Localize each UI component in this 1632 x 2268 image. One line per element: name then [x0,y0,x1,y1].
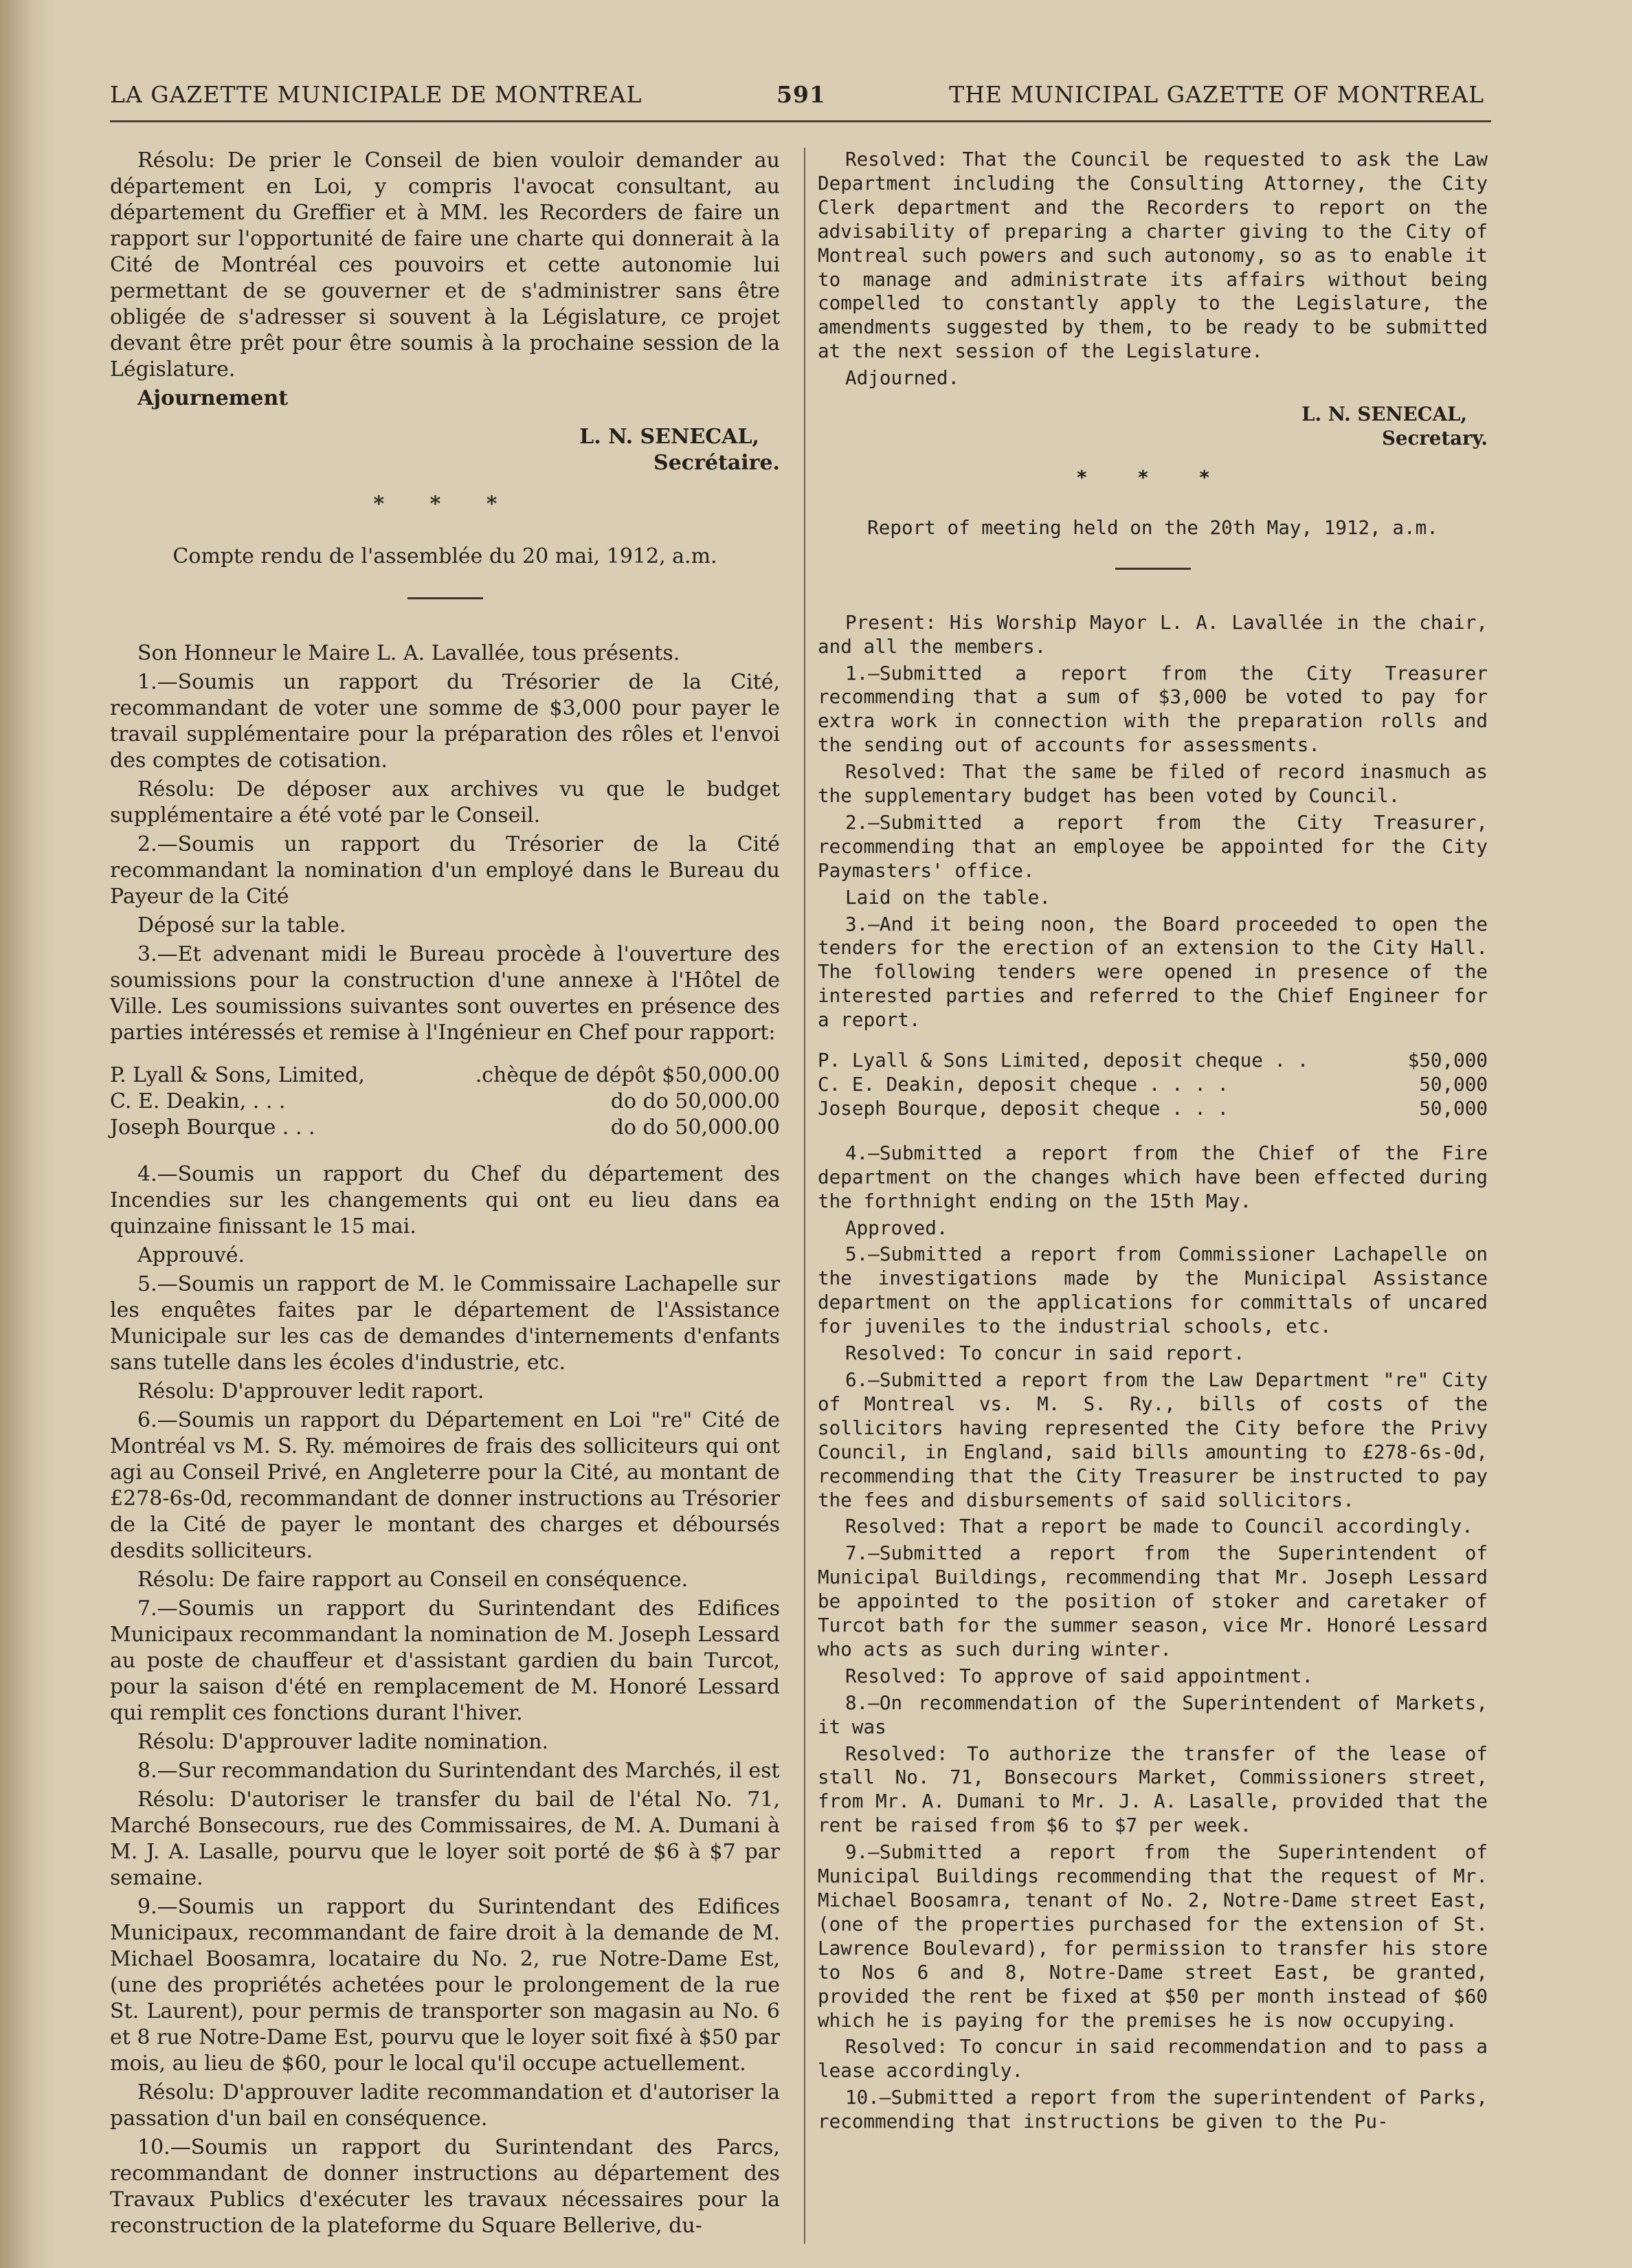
paragraph: 2.—Submitted a report from the City Treasurer, recommending that an employee be appointed for the City Paymasters' office. [818,810,1488,882]
report-title: Compte rendu de l'assemblée du 20 mai, 1912, a.m. [172,544,717,568]
paragraph: 5.—Submitted a report from Commissioner Lachapelle on the investigations made by the Municipal Assistance department on the applications for committals of uncared for juveniles to the industrial schools, etc. [818,1243,1488,1338]
tender-name: C. E. Deakin, . . . [110,1089,286,1113]
header-rule [110,120,1491,122]
paragraph: Resolved: That a report be made to Council accordingly. [845,1515,1473,1538]
tender-deposit: 50,000 [1419,1096,1488,1120]
paragraph: 8.—Sur recommandation du Surintendant des Marchés, il est [137,1759,780,1783]
short-rule [1115,568,1191,570]
paragraph: 1.—Submitted a report from the City Treasurer recommending that a sum of $3,000 be voted to pay for extra work in connection with the preparation rolls and the sending out of accounts for assessments. [818,661,1488,757]
tender-deposit: $50,000 [1407,1049,1488,1072]
tender-name: P. Lyall & Sons, Limited, [110,1063,365,1087]
paragraph: Résolu: D'approuver ledit raport. [137,1379,484,1403]
paragraph: Resolved: That the Council be requested to ask the Law Department including the Consulting Attorney, the City Clerk department and the Recorders to report on the advisability of preparing a charter giving to the City of Montreal such powers and such autonomy, so as to enable it to manage and administrate its affairs without being compelled to constantly apply to the Legislature, the amendments suggested by them, to be ready to be submitted at the next session of the Legislature. [818,148,1488,363]
section-separator: * * * [1075,465,1230,489]
tender-row [818,1073,1488,1097]
paragraph: Laid on the table. [845,885,1051,909]
paragraph: Approuvé. [137,1243,245,1267]
paragraph: 3.—Et advenant midi le Bureau procède à l'ouverture des soumissions pour la construction d'une annexe à l'Hôtel de Ville. Les soumissions suivantes sont ouvertes en présence des parties intéressés et remise à l'Ingénieur en Chef pour rapport: [110,942,780,1045]
page-binding-edge [0,0,55,2268]
page-header [110,81,1484,122]
paragraph: 3.—And it being noon, the Board proceeded to open the tenders for the erection of an extension to the City Hall. The following tenders were opened in presence of the interested parties and referred to the Chief Engineer for a report. [818,912,1488,1032]
paragraph: 6.—Submitted a report from the Law Department "re" City of Montreal vs. M. S. Ry., bills of costs of the sollicitors having represented the City before the Privy Council, in England, said bills amounting to £278-6s-0d, recommending that the City Treasurer be instructed to pay the fees and disbursements of said sollicitors. [818,1368,1488,1511]
adjourned-label: Adjourned. [845,366,960,390]
page-number: 591 [776,81,826,108]
tender-row [110,1089,780,1115]
tender-name: Joseph Bourque, deposit cheque . . . [818,1096,1229,1120]
signature-role: Secrétaire. [653,451,780,475]
paragraph: Approved. [845,1216,948,1239]
paragraph: Résolu: De faire rapport au Conseil en conséquence. [137,1568,689,1592]
tender-deposit: do do 50,000.00 [610,1115,780,1139]
paragraph: 8.—On recommendation of the Superintendent of Markets, it was [818,1691,1488,1738]
paragraph: Résolu: D'approuver ladite nomination. [137,1730,549,1754]
tender-deposit: do do 50,000.00 [610,1089,780,1113]
paragraph: 7.—Submitted a report from the Superintendent of Municipal Buildings, recommending that Mr. Joseph Lessard be appointed to the position of stoker and caretaker of Turcot bath for the summer season, vice Mr. Honoré Lessard who acts as such during winter. [818,1542,1488,1660]
header-english-title: THE MUNICIPAL GAZETTE OF MONTREAL [949,81,1484,108]
paragraph: 10.—Soumis un rapport du Surintendant des Parcs, recommandant de donner instructions au département des Travaux Publics d'exécuter les travaux nécessaires pour la reconstruction de la plateforme du Square Bellerive, du- [110,2135,780,2238]
tender-row [110,1063,780,1089]
signature-name: L. N. SENECAL, [1301,403,1467,426]
tender-name: P. Lyall & Sons Limited, deposit cheque . . [818,1049,1309,1072]
column-divider [804,148,805,2244]
tenders-list [818,1049,1488,1121]
paragraph: Résolu: D'autoriser le transfer du bail de l'étal No. 71, Marché Bonsecours, rue des Commissaires, de M. A. Dumani à M. J. A. Lasalle, pourvu que le loyer soit porté de $6 à $7 par semaine. [110,1788,780,1890]
tender-name: Joseph Bourque . . . [110,1115,315,1139]
paragraph: Résolu: De prier le Conseil de bien vouloir demander au département en Loi, y compris l'avocat consultant, au département du Greffier et à MM. les Recorders de faire un rapport sur l'opportunité de faire une charte qui donnerait à la Cité de Montréal ces pouvoirs et cette autonomie lui permettant de se gouverner et de s'administrer sans être obligée de s'adresser si souvent à la Législature, ce projet devant être prêt pour être soumis à la prochaine session de la Législature. [110,148,780,381]
paragraph: 9.—Soumis un rapport du Surintendant des Edifices Municipaux, recommandant de faire droit à la demande de M. Michael Boosamra, locataire du No. 2, rue Notre-Dame Est, (une des propriétés achetées pour le prolongement de la rue St. Laurent), pour permis de transporter son magasin au No. 6 et 8 rue Notre-Dame Est, pourvu que le loyer soit fixé à $50 par mois, au lieu de $60, pour le local qu'il occupe actuellement. [110,1895,780,2076]
tender-name: C. E. Deakin, deposit cheque . . . . [818,1073,1229,1096]
short-rule [407,597,483,599]
paragraph: 2.—Soumis un rapport du Trésorier de la Cité recommandant la nomination d'un employé dans le Bureau du Payeur de la Cité [110,832,780,909]
report-title: Report of meeting held on the 20th May, 1912, a.m. [867,515,1438,539]
tender-row [110,1115,780,1141]
paragraph: Resolved: To approve of said appointment. [845,1664,1314,1687]
paragraph: 4.—Soumis un rapport du Chef du département des Incendies sur les changements qui ont eu lieu dans ea quinzaine finissant le 15 mai. [110,1162,780,1238]
tenders-list [110,1063,780,1141]
paragraph: 5.—Soumis un rapport de M. le Commissaire Lachapelle sur les enquêtes faites par le département de l'Assistance Municipale sur les cas de demandes d'internements d'enfants sans tutelle dans les écoles d'industrie, etc. [110,1272,780,1375]
paragraph: Résolu: D'approuver ladite recommandation et d'autoriser la passation d'un bail en conséquence. [110,2080,780,2131]
tender-deposit: 50,000 [1419,1073,1488,1096]
section-separator: * * * [373,492,517,516]
adjourned-label: Ajournement [137,386,289,410]
paragraph: 7.—Soumis un rapport du Surintendant des Edifices Municipaux recommandant la nomination de M. Joseph Lessard au poste de chauffeur et d'assistant gardien du bain Turcot, pour la saison d'été en remplacement de M. Honoré Lessard qui remplit ces fonctions durant l'hiver. [110,1597,780,1725]
tender-deposit: .chèque de dépôt $50,000.00 [475,1063,780,1087]
paragraph: 4.—Submitted a report from the Chief of the Fire department on the changes which have been effected during the forthnight ending on the 15th May. [818,1141,1488,1212]
paragraph: 10.—Submitted a report from the superintendent of Parks, recommending that instructions be given to the Pu- [818,2086,1488,2133]
paragraph: 1.—Soumis un rapport du Trésorier de la Cité, recommandant de voter une somme de $3,000 pour payer le travail supplémentaire pour la préparation des rôles et l'envoi des comptes de cotisation. [110,670,780,772]
paragraph: Résolu: De déposer aux archives vu que le budget supplémentaire a été voté par le Conseil. [110,777,780,827]
paragraph: 9.—Submitted a report from the Superintendent of Municipal Buildings recommending that the request of Mr. Michael Boosamra, tenant of No. 2, Notre-Dame street East, (one of the properties purchased for the extension of St. Lawrence Boulevard), for permission to transfer his store to Nos 6 and 8, Notre-Dame street East, be granted, provided the rent be fixed at $50 per month instead of $60 which he is paying for the premises he is now occupying. [818,1841,1488,2032]
english-column [818,148,1488,2137]
signature-role: Secretary. [1381,426,1488,449]
paragraph: Resolved: To concur in said recommendation and to pass a lease accordingly. [818,2035,1488,2082]
paragraph: Present: His Worship Mayor L. A. Lavallée in the chair, and all the members. [818,610,1488,658]
paragraph: Son Honneur le Maire L. A. Lavallée, tous présents. [137,641,680,665]
tender-row [818,1049,1488,1073]
french-column [110,148,780,2242]
header-french-title: LA GAZETTE MUNICIPALE DE MONTREAL [110,81,642,108]
signature-name: L. N. SENECAL, [579,425,759,449]
tender-row [818,1097,1488,1121]
paragraph: Resolved: To authorize the transfer of the lease of stall No. 71, Bonsecours Market, Commissioners street, from Mr. A. Dumani to Mr. J. A. Lasalle, provided that the rent be raised from $6 to $7 per week. [818,1742,1488,1837]
paragraph: Resolved: To concur in said report. [845,1342,1245,1365]
paragraph: 6.—Soumis un rapport du Département en Loi "re" Cité de Montréal vs M. S. Ry. mémoires de frais des solliciteurs qui ont agi au Conseil Privé, en Angleterre pour la Cité, au montant de £278-6s-0d, recommandant de donner instructions au Trésorier de la Cité de payer le montant des charges et déboursés desdits solliciteurs. [110,1408,780,1563]
paragraph: Déposé sur la table. [137,913,346,937]
paragraph: Resolved: That the same be filed of record inasmuch as the supplementary budget has been voted by Council. [818,760,1488,808]
